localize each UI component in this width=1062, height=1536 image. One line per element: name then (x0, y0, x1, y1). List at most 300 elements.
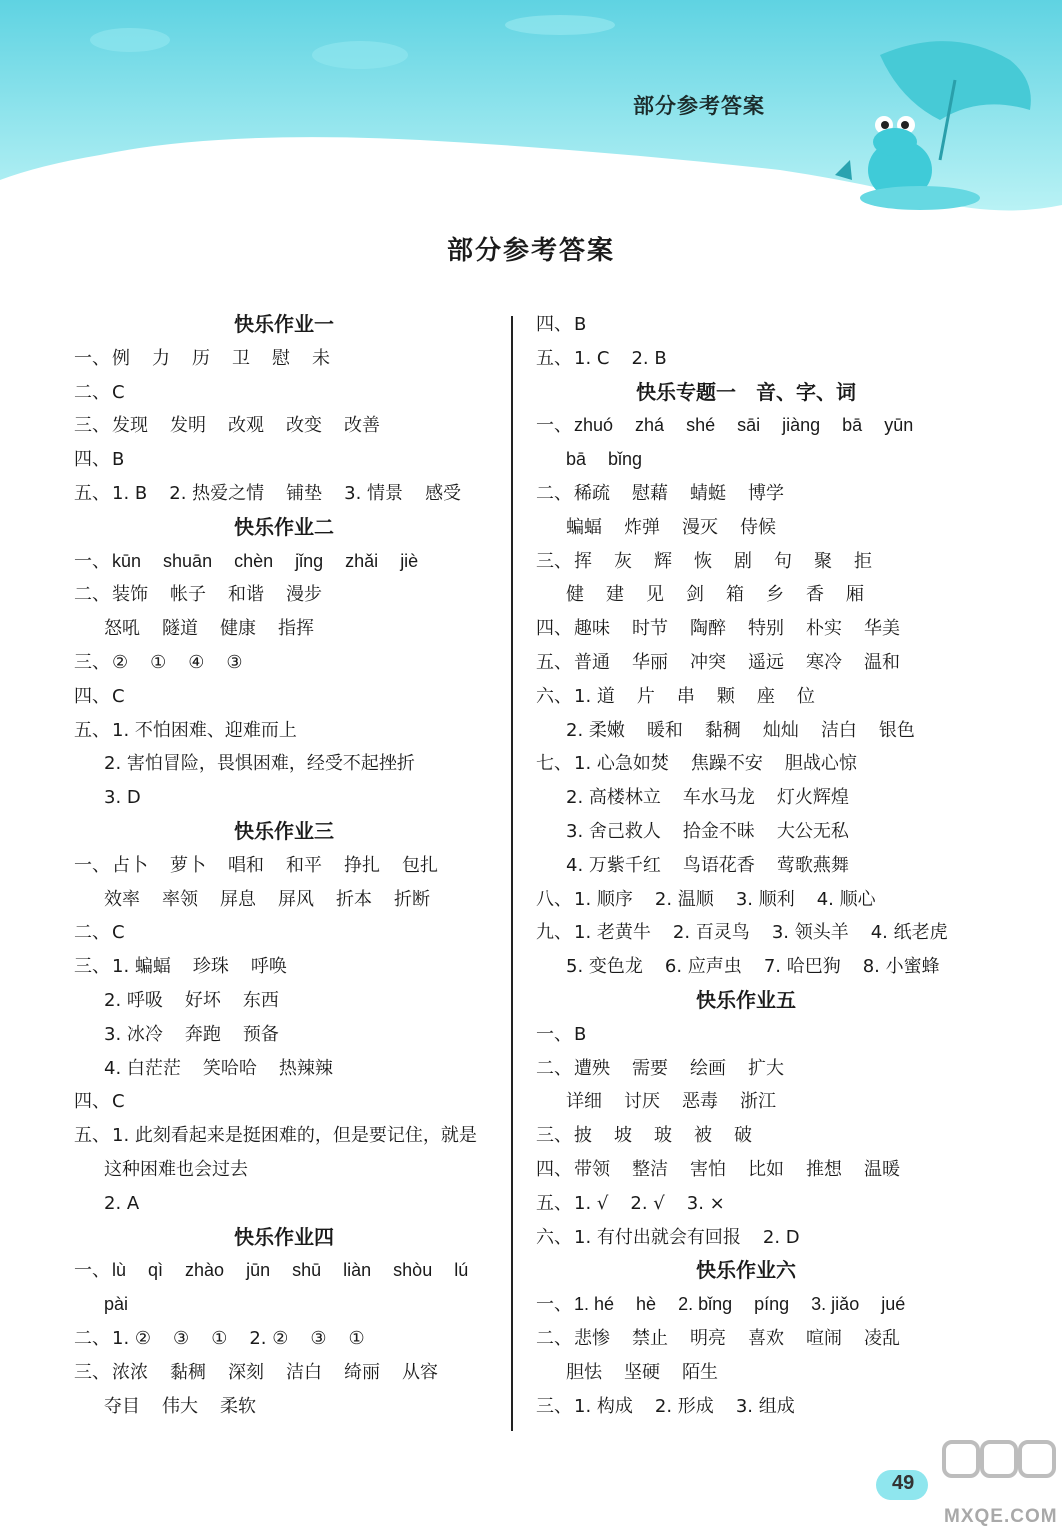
question-label: 五、 (74, 482, 110, 504)
question-label: 六、 (536, 685, 572, 707)
answer-word: 陌生 (682, 1361, 718, 1383)
answer-word: 灿灿 (762, 719, 799, 741)
answer-word: 指挥 (278, 618, 314, 640)
answer-word: 6. 应声虫 (664, 956, 742, 978)
question-label: 五、 (74, 719, 110, 741)
answer-line (536, 1085, 956, 1119)
answer-word: 健 (566, 584, 584, 606)
answer-word: 整洁 (632, 1158, 668, 1180)
answer-word: 1. B (112, 482, 148, 504)
answer-word: 1. ② (112, 1327, 152, 1349)
question-label: 四、 (74, 449, 110, 471)
answer-word: 陶醉 (690, 618, 726, 640)
question-label: 二、 (536, 1057, 572, 1079)
answer-word: ② (112, 651, 129, 673)
answer-line (74, 409, 494, 443)
answer-word: 见 (646, 584, 664, 606)
answer-line (74, 646, 494, 680)
answer-line (536, 950, 956, 984)
answer-word: B (112, 449, 125, 471)
answer-word: 喧闹 (806, 1327, 842, 1349)
answer-word: 恢 (694, 550, 712, 572)
answer-word: 详细 (566, 1091, 602, 1113)
watermark-site: MXQE.COM (944, 1506, 1058, 1527)
answer-word: 3. 舍己救人 (566, 820, 661, 842)
answer-word: 银色 (878, 719, 915, 741)
answer-word: 3. 领头羊 (771, 922, 849, 944)
answer-word: 1. 心急如焚 (574, 753, 669, 775)
answer-word: 拒 (854, 550, 872, 572)
answer-word: 2. 高楼林立 (566, 787, 661, 809)
answer-word: 和平 (286, 854, 322, 876)
question-label: 一、 (536, 415, 572, 437)
answer-word: 串 (676, 685, 695, 707)
answer-word: 3. 组成 (735, 1395, 795, 1417)
answer-line (74, 342, 494, 376)
answer-word: 炸弹 (624, 516, 660, 538)
answer-word: 4. 白茫茫 (104, 1057, 181, 1079)
answer-word: 凌乱 (864, 1327, 900, 1349)
answer-word: 披 (574, 1125, 592, 1147)
cloud-shape (90, 28, 170, 52)
answer-word: 比如 (748, 1158, 784, 1180)
answer-word: shé (686, 415, 716, 436)
answer-word: 3. × (686, 1192, 725, 1214)
answer-word: 华丽 (632, 651, 668, 673)
answer-word: 普通 (574, 651, 610, 673)
answer-word: 夺目 (104, 1395, 140, 1417)
answer-word: 遥远 (748, 651, 784, 673)
answer-word: bā (842, 415, 863, 436)
answer-line (536, 511, 956, 545)
answer-line (74, 950, 494, 984)
answer-word: 1. hé (574, 1294, 615, 1315)
answer-word: 绘画 (690, 1057, 726, 1079)
answer-word: 胆怯 (566, 1361, 602, 1383)
answer-word: 浙江 (740, 1091, 776, 1113)
answer-word: 这种困难也会过去 (104, 1158, 248, 1180)
answer-word: zhá (635, 415, 665, 436)
question-label: 三、 (74, 651, 110, 673)
page-title: 部分参考答案 (446, 236, 615, 266)
answer-word: 朴实 (806, 618, 842, 640)
answer-line (74, 714, 494, 748)
answer-word: 屏风 (278, 888, 314, 910)
answer-word: 2. B (631, 347, 667, 369)
answer-word: 奔跑 (184, 1023, 221, 1045)
answer-word: 折本 (336, 888, 372, 910)
answer-word: 2. √ (630, 1192, 665, 1214)
answer-word: 破 (734, 1125, 752, 1147)
answer-word: 禁止 (632, 1327, 668, 1349)
question-label: 三、 (74, 1361, 110, 1383)
answer-word: 萝卜 (170, 854, 206, 876)
answer-word: 挣扎 (344, 854, 380, 876)
question-label: 三、 (536, 1395, 572, 1417)
answer-word: 1. 此刻看起来是挺困难的，但是要记住，就是 (112, 1125, 477, 1147)
answer-line (536, 1390, 956, 1424)
answer-word: 1. 构成 (574, 1395, 633, 1417)
answer-word: 箱 (726, 584, 744, 606)
question-label: 一、 (536, 1023, 572, 1045)
answer-word: 2. A (104, 1192, 140, 1214)
answer-word: ③ (173, 1327, 190, 1349)
question-label: 二、 (536, 1327, 572, 1349)
question-label: 九、 (536, 922, 572, 944)
answer-word: 4. 顺心 (816, 888, 876, 910)
question-label: 三、 (74, 956, 110, 978)
question-label: 一、 (74, 347, 110, 369)
answer-word: 冲突 (690, 651, 726, 673)
answer-word: 1. 有付出就会有回报 (574, 1226, 741, 1248)
question-label: 四、 (74, 1091, 110, 1113)
answer-line (74, 376, 494, 410)
answer-word: 暖和 (646, 719, 683, 741)
answer-line (536, 342, 956, 376)
answer-word: zhào (185, 1260, 225, 1281)
answer-word: 洁白 (286, 1361, 322, 1383)
answer-word: 喜欢 (748, 1327, 784, 1349)
answer-line (74, 883, 494, 917)
answer-word: jūn (246, 1260, 271, 1281)
answer-word: kūn (112, 550, 142, 571)
answer-word: 怒吼 (104, 618, 140, 640)
answer-word: 和谐 (228, 584, 264, 606)
answer-line (536, 1153, 956, 1187)
answer-word: ④ (188, 651, 205, 673)
answer-word: 需要 (632, 1057, 668, 1079)
answer-word: 慰 (272, 347, 290, 369)
answer-line (74, 1356, 494, 1390)
answer-word: 剑 (686, 584, 704, 606)
answer-word: 位 (796, 685, 815, 707)
answer-line (536, 781, 956, 815)
answer-word: píng (754, 1294, 790, 1315)
answer-word: ③ (310, 1327, 327, 1349)
answer-line (74, 443, 494, 477)
answer-word: 温暖 (864, 1158, 900, 1180)
section-heading: 快乐专题一 音、字、词 (636, 379, 856, 404)
answer-word: 2. D (762, 1226, 800, 1248)
answer-word: yūn (884, 415, 914, 436)
answer-line (74, 747, 494, 781)
question-label: 二、 (74, 381, 110, 403)
answer-word: 包扎 (402, 854, 438, 876)
answer-line (536, 578, 956, 612)
answer-line (536, 815, 956, 849)
answer-word: 焦躁不安 (690, 753, 763, 775)
answer-line (536, 1221, 956, 1255)
answer-word: 座 (756, 685, 775, 707)
answer-word: 华美 (864, 618, 900, 640)
section-heading: 快乐作业四 (234, 1224, 334, 1249)
answer-line (536, 1018, 956, 1052)
answer-word: bǐng (608, 449, 643, 470)
answer-word: 大公无私 (776, 820, 849, 842)
answer-word: 1. 道 (574, 685, 615, 707)
answer-word: ① (211, 1327, 228, 1349)
answer-word: chèn (234, 550, 274, 571)
answer-word: 蜻蜓 (690, 482, 726, 504)
answer-word: 2. ② (249, 1327, 289, 1349)
answer-word: 2. bǐng (678, 1294, 733, 1315)
answer-line (536, 1052, 956, 1086)
answer-line (536, 409, 956, 443)
answer-word: 东西 (242, 989, 279, 1011)
answer-word: 1. 老黄牛 (574, 922, 651, 944)
answer-word: liàn (343, 1260, 372, 1281)
question-label: 三、 (536, 1125, 572, 1147)
answer-word: 效率 (104, 888, 140, 910)
answer-word: 2. 热爱之情 (169, 482, 265, 504)
answer-line (536, 1356, 956, 1390)
answer-word: 隧道 (162, 618, 198, 640)
answer-line (74, 545, 494, 579)
answer-word: 扩大 (748, 1057, 784, 1079)
answer-word: 1. C (574, 347, 610, 369)
answer-word: C (112, 381, 125, 403)
answer-word: B (574, 1023, 587, 1045)
answer-word: 慰藉 (632, 482, 668, 504)
section-heading: 快乐作业六 (696, 1258, 796, 1283)
answer-word: 稀疏 (574, 482, 610, 504)
answer-word: 8. 小蜜蜂 (862, 956, 940, 978)
answer-word: 2. 呼吸 (104, 989, 163, 1011)
answer-word: 3. D (104, 787, 141, 809)
column-divider (511, 316, 513, 1431)
watermark-logo-icon (940, 1436, 1058, 1506)
answer-word: C (112, 922, 125, 944)
answer-word: 改善 (344, 415, 380, 437)
answer-word: 被 (694, 1125, 712, 1147)
answer-word: 黏稠 (704, 719, 741, 741)
question-label: 八、 (536, 888, 572, 910)
answer-line (74, 1254, 494, 1288)
answer-word: 从容 (402, 1361, 438, 1383)
answer-word: 剧 (734, 550, 752, 572)
answer-word: 胆战心惊 (784, 753, 857, 775)
answer-word: 鸟语花香 (682, 854, 755, 876)
answer-word: 带领 (574, 1158, 610, 1180)
question-label: 二、 (74, 584, 110, 606)
answer-line (536, 545, 956, 579)
answer-word: 片 (636, 685, 655, 707)
answer-word: zhuó (574, 415, 614, 436)
answer-line (74, 984, 494, 1018)
answer-word: 遭殃 (574, 1057, 610, 1079)
question-label: 五、 (536, 651, 572, 673)
answer-word: 折断 (394, 888, 430, 910)
answer-line (536, 883, 956, 917)
answer-word: lú (454, 1260, 469, 1281)
answer-word: C (112, 1091, 125, 1113)
answer-word: 伟大 (162, 1395, 198, 1417)
page-number-badge (876, 1466, 936, 1506)
answer-word: 侍候 (740, 516, 776, 538)
answer-word: 1. 顺序 (574, 888, 633, 910)
answer-line (536, 1119, 956, 1153)
answer-line (536, 646, 956, 680)
answer-line (74, 1018, 494, 1052)
answer-word: 温和 (864, 651, 900, 673)
answer-word: 明亮 (690, 1327, 726, 1349)
question-label: 四、 (536, 618, 572, 640)
question-label: 一、 (74, 854, 110, 876)
question-label: 二、 (536, 482, 572, 504)
section-heading: 快乐作业五 (696, 987, 796, 1012)
answer-word: 预备 (242, 1023, 279, 1045)
answer-word: 未 (312, 347, 330, 369)
answer-word: 漫灭 (682, 516, 718, 538)
answer-word: 建 (606, 584, 624, 606)
answer-line (74, 849, 494, 883)
answer-word: 5. 变色龙 (566, 956, 643, 978)
answer-word: 屏息 (220, 888, 256, 910)
answer-word: ① (150, 651, 167, 673)
answer-word: 厢 (846, 584, 864, 606)
answer-word: 热辣辣 (278, 1057, 333, 1079)
answer-word: 2. 形成 (654, 1395, 714, 1417)
question-label: 六、 (536, 1226, 572, 1248)
answer-word: qì (148, 1260, 164, 1281)
answer-word: sāi (737, 415, 761, 436)
answer-line (74, 680, 494, 714)
question-label: 五、 (74, 1125, 110, 1147)
answer-column-left (74, 308, 494, 1423)
answer-word: hè (636, 1294, 657, 1315)
answer-word: 改变 (286, 415, 322, 437)
cloud-shape (312, 41, 408, 69)
answer-line (536, 443, 956, 477)
answer-word: 讨厌 (624, 1091, 660, 1113)
answer-line (74, 1119, 494, 1153)
answer-word: 2. 害怕冒险，畏惧困难，经受不起挫折 (104, 753, 415, 775)
answer-word: 笑哈哈 (202, 1057, 257, 1079)
question-label: 四、 (536, 1158, 572, 1180)
answer-word: 发现 (112, 415, 148, 437)
answer-word: 3. 冰冷 (104, 1023, 163, 1045)
answer-word: 力 (152, 347, 170, 369)
answer-word: 车水马龙 (682, 787, 755, 809)
answer-word: 玻 (654, 1125, 672, 1147)
answer-line (74, 1052, 494, 1086)
answer-word: 辉 (654, 550, 672, 572)
answer-word: C (112, 685, 125, 707)
answer-line (536, 477, 956, 511)
answer-word: shòu (393, 1260, 433, 1281)
answer-word: 发明 (170, 415, 206, 437)
answer-word: 害怕 (690, 1158, 726, 1180)
answer-word: ③ (226, 651, 243, 673)
answer-word: bā (566, 449, 587, 470)
answer-word: 莺歌燕舞 (776, 854, 849, 876)
answer-word: 乡 (766, 584, 784, 606)
answer-line (536, 680, 956, 714)
answer-line (74, 1187, 494, 1221)
answer-word: 句 (774, 550, 792, 572)
answer-word: 卫 (232, 347, 250, 369)
answer-line (536, 1322, 956, 1356)
answer-word: lù (112, 1260, 127, 1281)
answer-word: 健康 (220, 618, 256, 640)
answer-word: 香 (806, 584, 824, 606)
watermark (940, 1420, 1062, 1536)
answer-word: pài (104, 1294, 129, 1315)
question-label: 五、 (536, 347, 572, 369)
answer-word: 铺垫 (286, 482, 323, 504)
answer-line (74, 1085, 494, 1119)
answer-word: 2. 百灵鸟 (672, 922, 750, 944)
answer-word: 珍珠 (192, 956, 229, 978)
answer-word: shū (292, 1260, 322, 1281)
answer-word: 黏稠 (170, 1361, 206, 1383)
answer-word: B (574, 314, 587, 335)
answer-word: 帐子 (170, 584, 206, 606)
answer-word: 推想 (806, 1158, 842, 1180)
answer-word: 呼唤 (250, 956, 287, 978)
answer-word: ① (348, 1327, 365, 1349)
answer-word: 4. 纸老虎 (870, 922, 948, 944)
answer-line (74, 916, 494, 950)
answer-word: 4. 万紫千红 (566, 854, 661, 876)
answer-line (74, 781, 494, 815)
answer-word: 灯火辉煌 (776, 787, 849, 809)
answer-line (536, 1288, 956, 1322)
answer-line (74, 612, 494, 646)
answer-line (536, 916, 956, 950)
answer-word: 3. 顺利 (735, 888, 795, 910)
section-heading: 快乐作业一 (234, 312, 334, 336)
answer-line (74, 1288, 494, 1322)
answer-word: 挥 (574, 550, 592, 572)
answer-word: 感受 (425, 482, 462, 504)
answer-word: 率领 (162, 888, 198, 910)
answer-word: 唱和 (228, 854, 264, 876)
answer-word: 历 (192, 347, 210, 369)
header-banner (0, 0, 1062, 225)
section-heading: 快乐作业二 (234, 514, 334, 539)
answer-word: jiè (400, 550, 419, 571)
answer-word: 洁白 (820, 719, 857, 741)
question-label: 一、 (74, 550, 110, 572)
answer-word: 好坏 (184, 989, 221, 1011)
answer-word: 1. 不怕困难、迎难而上 (112, 719, 297, 741)
question-label: 三、 (74, 415, 110, 437)
answer-word: 3. jiǎo (811, 1294, 860, 1315)
cloud-shape (505, 15, 615, 35)
answer-word: 3. 情景 (344, 482, 404, 504)
answer-word: 特别 (748, 618, 784, 640)
question-label: 四、 (74, 685, 110, 707)
answer-word: zhǎi (345, 550, 379, 571)
answer-word: 1. √ (574, 1192, 609, 1214)
answer-line (536, 1187, 956, 1221)
answer-line (74, 1322, 494, 1356)
answer-word: 时节 (632, 618, 668, 640)
answer-line (536, 849, 956, 883)
answer-line (536, 612, 956, 646)
answer-column-right (536, 308, 956, 1423)
answer-word: 2. 温顺 (654, 888, 714, 910)
answer-word: jiàng (782, 415, 821, 436)
answer-word: 例 (112, 347, 130, 369)
answer-word: 浓浓 (112, 1361, 148, 1383)
answer-word: 2. 柔嫩 (566, 719, 625, 741)
answer-line (536, 308, 956, 342)
answer-word: jué (881, 1294, 906, 1315)
question-label: 二、 (74, 1327, 110, 1349)
answer-word: 灰 (614, 550, 632, 572)
